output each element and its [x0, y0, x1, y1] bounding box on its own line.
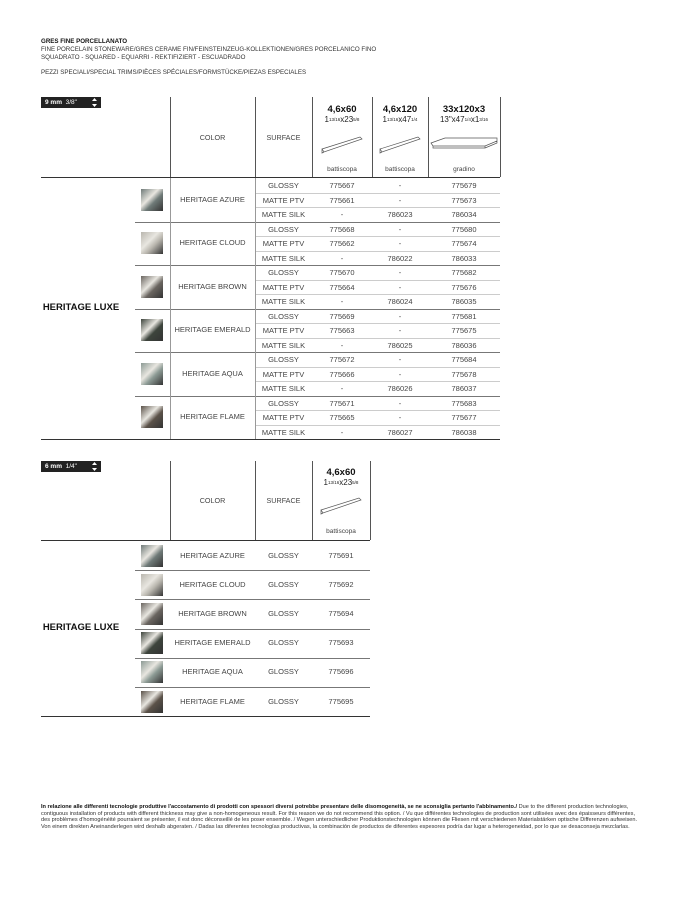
- thickness-badge-6mm: [41, 461, 101, 472]
- surface-cell: MATTE SILK: [261, 297, 306, 306]
- code-cell: 786036: [451, 340, 477, 350]
- trim-size-header: [296, 467, 386, 487]
- trim-inch-a-fraction: 13/16: [328, 480, 340, 485]
- surface-cell: GLOSSY: [268, 579, 299, 589]
- surface-cell: GLOSSY: [268, 181, 299, 190]
- surface-cell: MATTE SILK: [261, 210, 306, 219]
- thickness-mm: 9 mm: [45, 99, 62, 106]
- code-cell: 775668: [329, 224, 355, 234]
- color-name: HERITAGE FLAME: [180, 412, 245, 422]
- trim-inch-a-fraction: 13/16: [387, 117, 399, 122]
- thickness-arrows-icon: [92, 98, 97, 107]
- trim-size-cm: 4,6x120: [382, 104, 418, 115]
- surface-cell: MATTE PTV: [262, 369, 305, 379]
- row-divider: [255, 323, 500, 324]
- column-divider: [170, 396, 171, 440]
- header-title: GRES FINE PORCELLANATO: [41, 38, 128, 45]
- color-name: HERITAGE AQUA: [182, 667, 243, 677]
- code-cell: 786033: [451, 253, 477, 263]
- code-cell: 775670: [329, 268, 355, 277]
- row-divider: [255, 381, 500, 382]
- column-divider: [170, 352, 171, 396]
- color-name: HERITAGE EMERALD: [174, 325, 251, 335]
- trim-inch-b-fraction: 5/8: [353, 117, 360, 122]
- skirting-icon: [319, 496, 363, 518]
- trim-label: gradino: [453, 166, 475, 173]
- column-divider: [255, 396, 256, 440]
- header-squared: SQUADRATO - SQUARED - EQUARRI - REKTIFIZIERT - ESCUADRADO: [41, 54, 246, 62]
- group-divider: [135, 309, 500, 310]
- code-cell: 775675: [451, 326, 477, 335]
- code-cell: 786023: [387, 210, 413, 219]
- surface-column-header: SURFACE: [266, 133, 301, 142]
- column-divider: [255, 222, 256, 266]
- surface-cell: MATTE SILK: [261, 340, 306, 350]
- code-cell: 775666: [329, 369, 355, 379]
- code-cell: -: [398, 224, 402, 234]
- trim-inch-b: x1: [470, 115, 480, 124]
- color-swatch: [141, 363, 163, 385]
- row-divider: [135, 599, 370, 600]
- column-divider: [255, 309, 256, 353]
- color-swatch: [141, 406, 163, 428]
- series-name: HERITAGE LUXE: [42, 302, 120, 313]
- color-swatch: [141, 574, 163, 596]
- code-cell: 786034: [451, 210, 477, 219]
- trim-inch-a-fraction: 1/4: [464, 117, 471, 122]
- trim-inch-a-fraction: 13/16: [329, 117, 341, 122]
- code-cell: 786025: [387, 340, 413, 350]
- code-cell: 775677: [451, 413, 477, 422]
- color-swatch: [141, 276, 163, 298]
- color-swatch: [141, 545, 163, 567]
- column-divider: [170, 265, 171, 309]
- color-swatch: [141, 603, 163, 625]
- code-cell: 775669: [329, 311, 355, 321]
- trim-size-cm: 33x120x3: [442, 104, 486, 115]
- code-cell: -: [340, 297, 344, 306]
- series-name: HERITAGE LUXE: [42, 622, 120, 634]
- column-divider: [170, 309, 171, 353]
- trim-inch-b-fraction: 3/16: [479, 117, 489, 122]
- surface-cell: GLOSSY: [268, 696, 299, 706]
- surface-cell: MATTE PTV: [262, 195, 305, 205]
- surface-cell: MATTE SILK: [261, 253, 306, 263]
- code-cell: 775693: [328, 638, 354, 648]
- thickness-in: 1/4": [65, 463, 77, 470]
- header-special-trims: PEZZI SPECIALI/SPECIAL TRIMS/PIÈCES SPÉCIALES/FORMSTÜCKE/PIEZAS ESPECIALES: [41, 68, 307, 76]
- row-divider: [255, 280, 500, 281]
- surface-column-header: SURFACE: [266, 496, 301, 505]
- color-swatch: [141, 319, 163, 341]
- trim-size-header: [419, 104, 509, 124]
- color-name: HERITAGE AZURE: [180, 194, 245, 204]
- surface-cell: MATTE PTV: [262, 413, 305, 422]
- code-cell: 775681: [451, 311, 477, 321]
- disclaimer: [41, 804, 638, 830]
- color-name: HERITAGE CLOUD: [179, 238, 246, 248]
- color-swatch: [141, 232, 163, 254]
- thickness-badge-9mm: [41, 97, 101, 108]
- color-swatch: [141, 691, 163, 713]
- code-cell: 775695: [328, 696, 354, 706]
- code-cell: -: [398, 413, 402, 422]
- code-cell: -: [340, 384, 344, 393]
- code-cell: 786022: [387, 253, 413, 263]
- color-name: HERITAGE CLOUD: [179, 579, 246, 589]
- code-cell: -: [398, 195, 402, 205]
- surface-cell: GLOSSY: [268, 609, 299, 618]
- disclaimer-italian: In relazione alle differenti tecnologie produttive l'accostamento di prodotti con spessori diversi potrebbe presentare delle disomogeneità, se ne sconsiglia pertanto l'abbinamento./: [41, 804, 518, 810]
- code-cell: 775673: [451, 195, 477, 205]
- trim-label: battiscopa: [327, 166, 357, 173]
- surface-cell: GLOSSY: [268, 268, 299, 277]
- color-column-header: COLOR: [199, 496, 226, 505]
- surface-cell: GLOSSY: [268, 224, 299, 234]
- skirting-icon: [320, 135, 364, 157]
- code-cell: 786038: [451, 427, 477, 437]
- code-cell: 775667: [329, 181, 355, 190]
- trim-label: battiscopa: [385, 166, 415, 173]
- column-divider: [170, 222, 171, 266]
- group-divider: [135, 222, 500, 223]
- color-swatch: [141, 661, 163, 683]
- code-cell: -: [398, 282, 402, 292]
- surface-cell: MATTE PTV: [262, 239, 305, 248]
- trim-size-cm: 4,6x60: [326, 467, 356, 478]
- thickness-arrows-icon: [92, 462, 97, 471]
- column-divider: [255, 265, 256, 309]
- color-name: HERITAGE FLAME: [180, 696, 245, 706]
- row-divider: [255, 207, 500, 208]
- code-cell: -: [398, 398, 402, 408]
- trim-inch-a: 1: [324, 115, 329, 124]
- header-rule: [41, 177, 500, 178]
- surface-cell: MATTE PTV: [262, 326, 305, 335]
- surface-cell: GLOSSY: [268, 355, 299, 364]
- row-divider: [255, 410, 500, 411]
- code-cell: -: [398, 268, 402, 277]
- skirting-icon: [378, 135, 422, 157]
- group-divider: [135, 396, 500, 397]
- trim-label: battiscopa: [326, 528, 356, 535]
- trim-inch-b: x47: [398, 115, 412, 124]
- row-divider: [135, 629, 370, 630]
- color-name: HERITAGE EMERALD: [174, 638, 251, 648]
- thickness-in: 3/8": [65, 99, 77, 106]
- code-cell: 775696: [328, 667, 354, 677]
- trim-inch-a: 1: [382, 115, 387, 124]
- code-cell: 775680: [451, 224, 477, 234]
- disclaimer-translations: Due to the different production technologies, contiguous installation of products with different thickness may give a non-homogeneous result. For this reason we do not recommend this option. / Vu que différentes technologies de production sont utilisées avec des épaisseurs différentes, des problèmes d'homogénéité pourraient se présenter, il est donc déconseillé de les poser ensemble. / Wegen unterschiedlicher Produktionstechnologien können die Fliesen mit verschiedenen Materialstärken optische Differenzen aufweisen. Von einem direkten Aneinanderlegen wird deshalb abgeraten. / Dadas las diferentes tecnologías productivas, la combinación de productos de diferentes espesores podría dar lugar a heterogeneidad, por lo que se desaconseja mezclarlas.: [41, 804, 638, 830]
- row-divider: [135, 687, 370, 688]
- code-cell: 775661: [329, 195, 355, 205]
- trim-inch-b-fraction: 5/8: [352, 480, 359, 485]
- column-divider: [170, 178, 171, 222]
- color-name: HERITAGE BROWN: [178, 281, 247, 291]
- trim-size-cm: 4,6x60: [327, 104, 357, 115]
- surface-cell: GLOSSY: [268, 398, 299, 408]
- column-divider: [255, 352, 256, 396]
- table-bottom-rule: [41, 716, 370, 717]
- row-divider: [255, 236, 500, 237]
- row-divider: [255, 193, 500, 194]
- trim-inch-a: 13"x47: [439, 115, 465, 124]
- color-name: HERITAGE BROWN: [178, 609, 247, 618]
- code-cell: 786027: [387, 427, 413, 437]
- step-tread-icon: [429, 135, 499, 157]
- color-name: HERITAGE AQUA: [182, 368, 243, 378]
- code-cell: 775672: [329, 355, 355, 364]
- row-divider: [135, 658, 370, 659]
- trim-inch-a: 1: [323, 478, 328, 487]
- trim-inch-b-fraction: 1/4: [411, 117, 418, 122]
- header-rule: [41, 540, 370, 541]
- row-divider: [135, 570, 370, 571]
- table-bottom-rule: [41, 439, 500, 440]
- code-cell: 775671: [329, 398, 355, 408]
- row-divider: [255, 338, 500, 339]
- code-cell: 775678: [451, 369, 477, 379]
- row-divider: [255, 425, 500, 426]
- page-header: [41, 38, 376, 77]
- code-cell: 786037: [451, 384, 477, 393]
- code-cell: -: [340, 427, 344, 437]
- code-cell: 775674: [451, 239, 477, 248]
- surface-cell: GLOSSY: [268, 311, 299, 321]
- surface-cell: MATTE PTV: [262, 282, 305, 292]
- header-subtitle: FINE PORCELAIN STONEWARE/GRES CERAME FIN/FEINSTEINZEUG-KOLLEKTIONEN/GRES PORCELANICO FINO: [41, 46, 377, 54]
- code-cell: -: [398, 181, 402, 190]
- code-cell: -: [398, 311, 402, 321]
- code-cell: 775662: [329, 239, 355, 248]
- trim-size-inches: [296, 478, 386, 487]
- group-divider: [135, 265, 500, 266]
- group-divider: [135, 352, 500, 353]
- code-cell: 786026: [387, 384, 413, 393]
- code-cell: -: [398, 355, 402, 364]
- color-swatch: [141, 632, 163, 654]
- color-name: HERITAGE AZURE: [180, 550, 245, 560]
- code-cell: 775676: [451, 282, 477, 292]
- code-cell: 775665: [329, 413, 355, 422]
- code-cell: 775682: [451, 268, 477, 277]
- trim-inch-b: x23: [340, 115, 354, 124]
- thickness-mm: 6 mm: [45, 463, 62, 470]
- code-cell: -: [398, 369, 402, 379]
- surface-cell: GLOSSY: [268, 638, 299, 648]
- code-cell: -: [398, 326, 402, 335]
- surface-cell: GLOSSY: [268, 667, 299, 677]
- code-cell: 775664: [329, 282, 355, 292]
- code-cell: 775679: [451, 181, 477, 190]
- code-cell: 775684: [451, 355, 477, 364]
- surface-cell: GLOSSY: [268, 550, 299, 560]
- code-cell: -: [340, 340, 344, 350]
- code-cell: 786035: [451, 297, 477, 306]
- code-cell: 775694: [328, 609, 354, 618]
- code-cell: -: [340, 210, 344, 219]
- row-divider: [255, 251, 500, 252]
- row-divider: [255, 294, 500, 295]
- trim-inch-b: x23: [339, 478, 353, 487]
- code-cell: 775691: [328, 550, 354, 560]
- code-cell: 775663: [329, 326, 355, 335]
- code-cell: -: [340, 253, 344, 263]
- trim-size-inches: [419, 115, 509, 124]
- color-column-header: COLOR: [199, 133, 226, 142]
- row-divider: [255, 367, 500, 368]
- surface-cell: MATTE SILK: [261, 427, 306, 437]
- code-cell: 775692: [328, 579, 354, 589]
- color-swatch: [141, 189, 163, 211]
- code-cell: -: [398, 239, 402, 248]
- code-cell: 786024: [387, 297, 413, 306]
- column-divider: [255, 178, 256, 222]
- code-cell: 775683: [451, 398, 477, 408]
- surface-cell: MATTE SILK: [261, 384, 306, 393]
